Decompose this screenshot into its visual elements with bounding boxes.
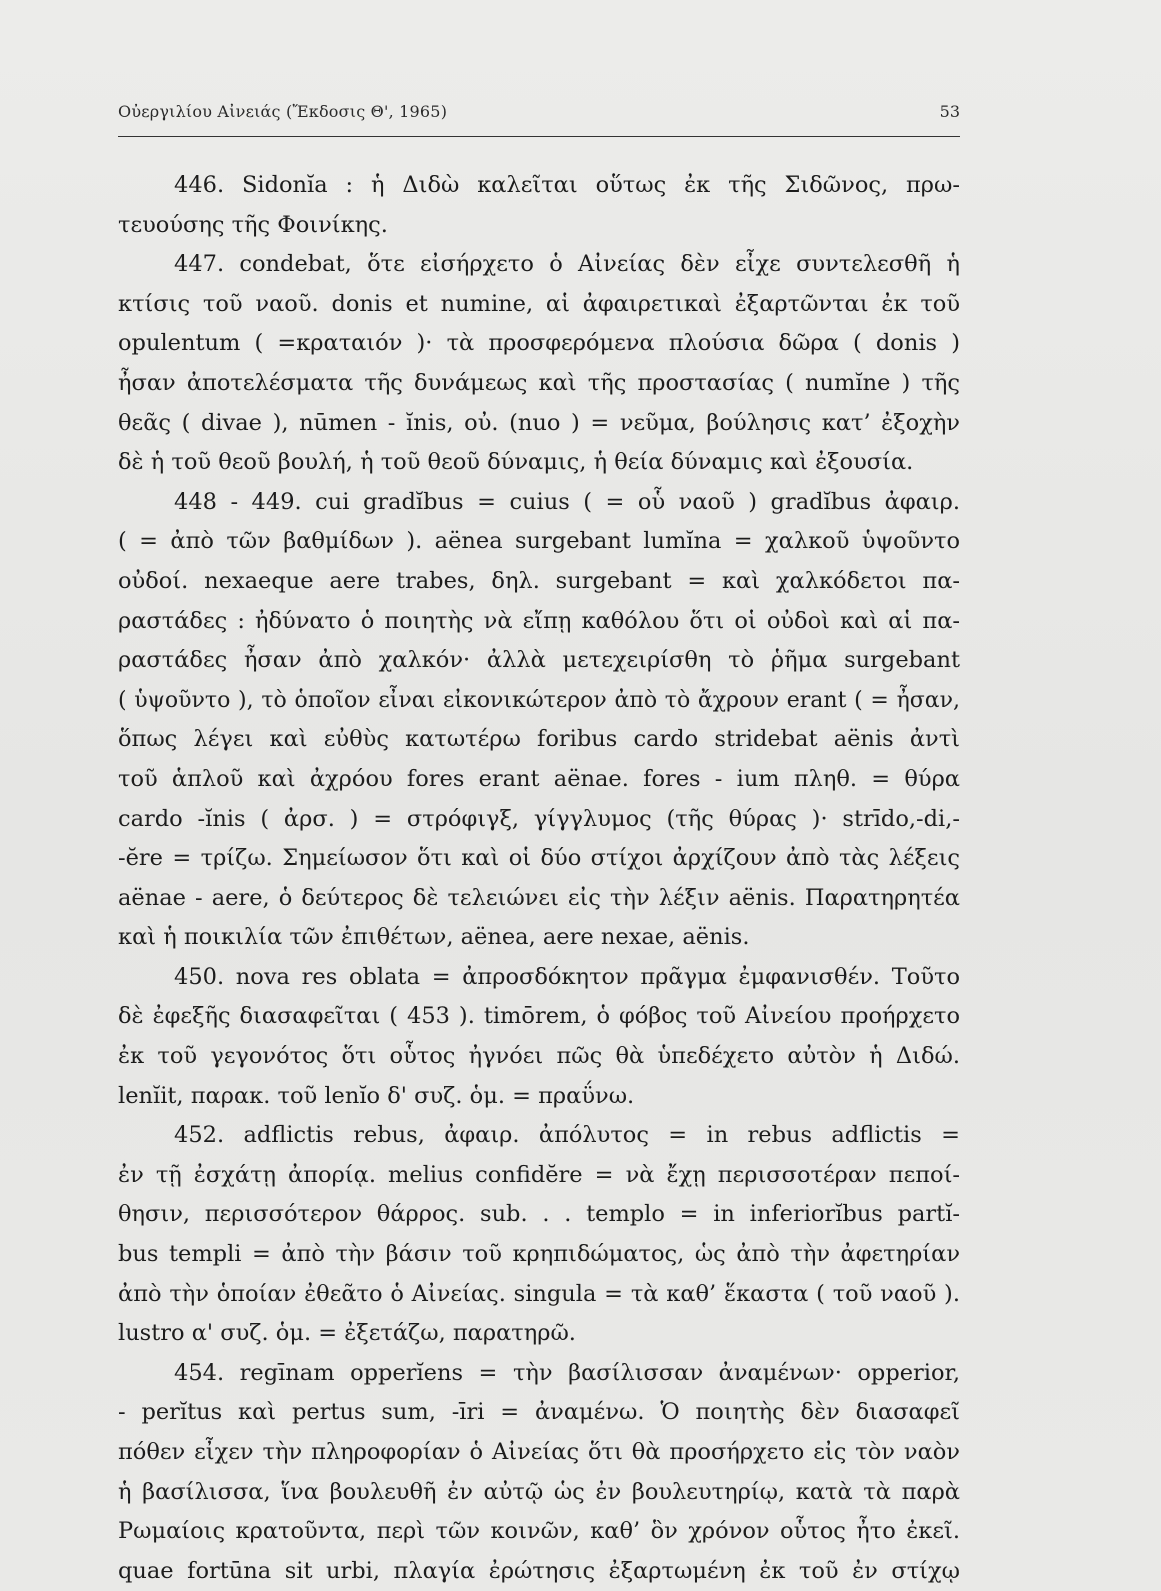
text-line: quae fortūna sit urbi, πλαγία ἐρώτησις ἐξαρτωμένη ἐκ τοῦ ἐν στίχῳ: [118, 1557, 960, 1584]
text-line: ἦσαν ἀποτελέσματα τῆς δυνάμεως καὶ τῆς προστασίας ( numĭne ) τῆς: [118, 369, 960, 396]
text-line: ἐν τῇ ἐσχάτῃ ἀπορίᾳ. melius confidĕre = νὰ ἔχῃ περισσοτέραν πεποί-: [118, 1161, 960, 1188]
text-line: καὶ ἡ ποικιλία τῶν ἐπιθέτων, aënea, aere nexae, aënis.: [118, 924, 750, 951]
header-title: Οὐεργιλίου Αἰνειάς (Ἔκδοσις Θ', 1965): [118, 102, 448, 121]
text-line: οὐδοί. nexaeque aere trabes, δηλ. surgebant = καὶ χαλκόδετοι πα-: [118, 567, 960, 594]
text-line: -ĕre = τρίζω. Σημείωσον ὅτι καὶ οἱ δύο στίχοι ἀρχίζουν ἀπὸ τὰς λέξεις: [118, 845, 960, 872]
text-line: 447. condebat, ὅτε εἰσήρχετο ὁ Αἰνείας δὲν εἶχε συντελεσθῆ ἡ: [174, 251, 960, 278]
text-line: lustro α' συζ. ὁμ. = ἐξετάζω, παρατηρῶ.: [118, 1320, 576, 1347]
text-line: 448 - 449. cui gradĭbus = cuius ( = οὗ ναοῦ ) gradĭbus ἀφαιρ.: [174, 488, 960, 515]
text-line: κτίσις τοῦ ναοῦ. donis et numine, αἱ ἀφαιρετικαὶ ἐξαρτῶνται ἐκ τοῦ: [118, 290, 960, 317]
text-line: lenĭit, παρακ. τοῦ lenĭo δ' συζ. ὁμ. = πραΰνω.: [118, 1082, 635, 1109]
text-line: ( ὑψοῦντο ), τὸ ὁποῖον εἶναι εἰκονικώτερον ἀπὸ τὸ ἄχρουν erant ( = ἦσαν,: [118, 687, 960, 713]
text-line: ( = ἀπὸ τῶν βαθμίδων ). aënea surgebant lumĭna = χαλκοῦ ὑψοῦντο: [118, 528, 960, 555]
text-line: τοῦ ἁπλοῦ καὶ ἀχρόου fores erant aënae. fores - ium πληθ. = θύρα: [118, 765, 960, 792]
text-line: aënae - aere, ὁ δεύτερος δὲ τελειώνει εἰς τὴν λέξιν aënis. Παρατηρητέα: [118, 884, 960, 911]
text-line: 446. Sidonĭa : ἡ Διδὼ καλεῖται οὕτως ἐκ τῆς Σιδῶνος, πρω-: [174, 172, 960, 198]
page-number: 53: [939, 102, 960, 121]
text-line: θεᾶς ( divae ), nūmen - ĭnis, οὐ. (nuo ) = νεῦμα, βούλησις κατ’ ἐξοχὴν: [118, 409, 960, 436]
text-line: bus templi = ἀπὸ τὴν βάσιν τοῦ κρηπιδώματος, ὡς ἀπὸ τὴν ἀφετηρίαν: [118, 1241, 960, 1268]
running-header: [118, 96, 960, 137]
text-line: cardo -ĭnis ( ἀρσ. ) = στρόφιγξ, γίγγλυμος (τῆς θύρας )· strīdo,-di,-: [118, 805, 960, 832]
text-line: ραστάδες : ἠδύνατο ὁ ποιητὴς νὰ εἴπῃ καθόλου ὅτι οἱ οὐδοὶ καὶ αἱ πα-: [118, 607, 960, 634]
text-line: - perĭtus καὶ pertus sum, -īri = ἀναμένω. Ὁ ποιητὴς δὲν διασαφεῖ: [118, 1399, 960, 1426]
text-line: θησιν, περισσότερον θάρρος. sub. . . templo = in inferiorĭbus partĭ-: [118, 1201, 960, 1228]
commentary-body: [118, 166, 960, 1591]
text-line: 450. nova res oblata = ἀπροσδόκητον πρᾶγμα ἐμφανισθέν. Τοῦτο: [174, 963, 960, 990]
text-line: πόθεν εἶχεν τὴν πληροφορίαν ὁ Αἰνείας ὅτι θὰ προσήρχετο εἰς τὸν ναὸν: [118, 1439, 960, 1465]
text-line: Ρωμαίοις κρατοῦντα, περὶ τῶν κοινῶν, καθ’ ὃν χρόνον οὗτος ἦτο ἐκεῖ.: [118, 1518, 960, 1545]
text-line: ἡ βασίλισσα, ἵνα βουλευθῆ ἐν αὐτῷ ὡς ἐν βουλευτηρίῳ, κατὰ τὰ παρὰ: [118, 1478, 960, 1505]
text-line: ὅπως λέγει καὶ εὐθὺς κατωτέρω foribus cardo stridebat aënis ἀντὶ: [118, 726, 960, 753]
text-line: δὲ ἐφεξῆς διασαφεῖται ( 453 ). timōrem, ὁ φόβος τοῦ Αἰνείου προήρχετο: [118, 1003, 960, 1030]
text-line: 454. regīnam opperĭens = τὴν βασίλισσαν ἀναμένων· opperior,: [174, 1359, 960, 1386]
text-line: 452. adflictis rebus, ἀφαιρ. ἀπόλυτος = in rebus adflictis =: [174, 1122, 960, 1149]
text-line: ἀπὸ τὴν ὁποίαν ἐθεᾶτο ὁ Αἰνείας. singula = τὰ καθ’ ἕκαστα ( τοῦ ναοῦ ).: [118, 1280, 960, 1307]
text-line: opulentum ( =κραταιόν )· τὰ προσφερόμενα πλούσια δῶρα ( donis ): [118, 330, 960, 357]
text-line: τευούσης τῆς Φοινίκης.: [118, 211, 388, 238]
text-line: ἐκ τοῦ γεγονότος ὅτι οὗτος ἠγνόει πῶς θὰ ὑπεδέχετο αὐτὸν ἡ Διδώ.: [118, 1043, 960, 1070]
text-line: ραστάδες ἦσαν ἀπὸ χαλκόν· ἀλλὰ μετεχειρίσθη τὸ ῥῆμα surgebant: [118, 647, 960, 674]
text-line: δὲ ἡ τοῦ θεοῦ βουλή, ἡ τοῦ θεοῦ δύναμις, ἡ θεία δύναμις καὶ ἐξουσία.: [118, 449, 914, 476]
